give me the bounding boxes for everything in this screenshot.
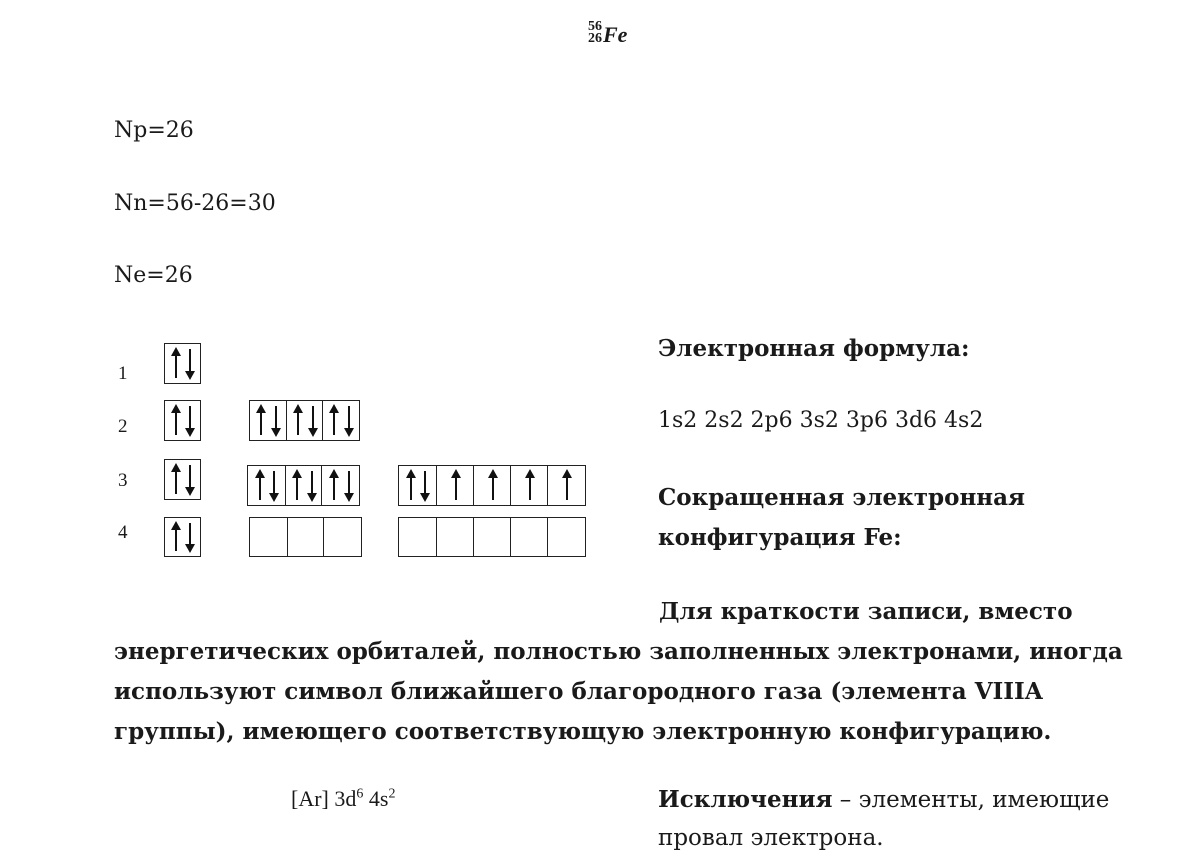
orbital-cell [321,466,359,505]
explanation-paragraph: Для краткости записи, вместо энергетических орбиталей, полностью заполненных электронами, иногда используют символ ближайшего благородного газа (элемента VIIIA группы), имеющего соответствующую электронную конфигурацию. [114,598,1123,745]
orbital-diagram [0,0,620,580]
spin-down-arrow [185,465,195,496]
orbital-3p [247,465,360,506]
orbital-cell [510,518,548,556]
neutron-count: Nn=56-26=30 [114,191,276,216]
spin-down-arrow [344,471,354,502]
orbital-cell [436,466,474,505]
spin-down-arrow [344,406,354,437]
spin-up-arrow [171,404,181,435]
spin-down-arrow [271,406,281,437]
orbital-cell [547,466,585,505]
spin-down-arrow [185,406,195,437]
formula-heading: Электронная формула: [658,335,970,362]
s-exponent: 2 [388,786,396,802]
spin-up-arrow [451,469,461,500]
orbital-1s [164,343,201,384]
orbital-cell [473,466,511,505]
spin-up-arrow [525,469,535,500]
orbital-cell [547,518,585,556]
orbital-cell [248,466,285,505]
orbital-4p [249,517,362,557]
spin-down-arrow [420,471,430,502]
orbital-cell [399,466,436,505]
orbital-cell [473,518,511,556]
orbital-cell [250,518,287,556]
level-label-2: 2 [118,416,128,437]
orbital-cell [165,460,199,499]
orbital-cell [165,518,199,556]
orbital-4d [398,517,586,557]
orbital-cell [287,518,325,556]
spin-up-arrow [171,521,181,551]
spin-up-arrow [329,469,339,500]
spin-up-arrow [293,404,303,435]
orbital-cell [436,518,474,556]
spin-up-arrow [171,347,181,378]
orbital-2p [249,400,360,441]
orbital-2s [164,400,201,441]
exceptions-text: – элементы, имеющие провал электрона. [658,787,1110,851]
spin-up-arrow [255,469,265,500]
spin-up-arrow [406,469,416,500]
exceptions-note [658,781,1138,857]
spin-up-arrow [488,469,498,500]
spin-down-arrow [307,471,317,502]
orbital-cell [510,466,548,505]
orbital-cell [323,518,361,556]
spin-down-arrow [185,523,195,553]
level-label-1: 1 [118,363,128,384]
electron-formula: 1s2 2s2 2p6 3s2 3p6 3d6 4s2 [658,408,984,433]
orbital-3d [398,465,586,506]
level-label-3: 3 [118,470,128,491]
short-config-heading: Сокращенная электронная конфигурация Fe: [658,484,1026,551]
mass-number: 56 [588,18,602,34]
spin-down-arrow [185,349,195,380]
electron-count: Ne=26 [114,263,193,288]
orbital-cell [399,518,436,556]
orbital-cell [286,401,323,440]
spin-up-arrow [171,463,181,494]
atomic-number: 26 [588,30,602,46]
exceptions-term: Исключения [658,786,833,813]
spin-up-arrow [562,469,572,500]
orbital-cell [322,401,359,440]
orbital-cell [250,401,286,440]
orbital-cell [165,344,199,383]
short-configuration [291,786,395,812]
spin-down-arrow [308,406,318,437]
orbital-cell [285,466,323,505]
spin-up-arrow [292,469,302,500]
config-core: [Ar] 3d [291,786,357,811]
proton-count: Np=26 [114,118,194,143]
element-symbol: Fe [603,22,628,47]
spin-up-arrow [329,404,339,435]
config-s: 4s [363,786,389,811]
level-label-4: 4 [118,522,128,543]
spin-up-arrow [256,404,266,435]
orbital-cell [165,401,199,440]
d-exponent: 6 [356,786,364,802]
orbital-3s [164,459,201,500]
spin-down-arrow [269,471,279,502]
orbital-4s [164,517,201,557]
